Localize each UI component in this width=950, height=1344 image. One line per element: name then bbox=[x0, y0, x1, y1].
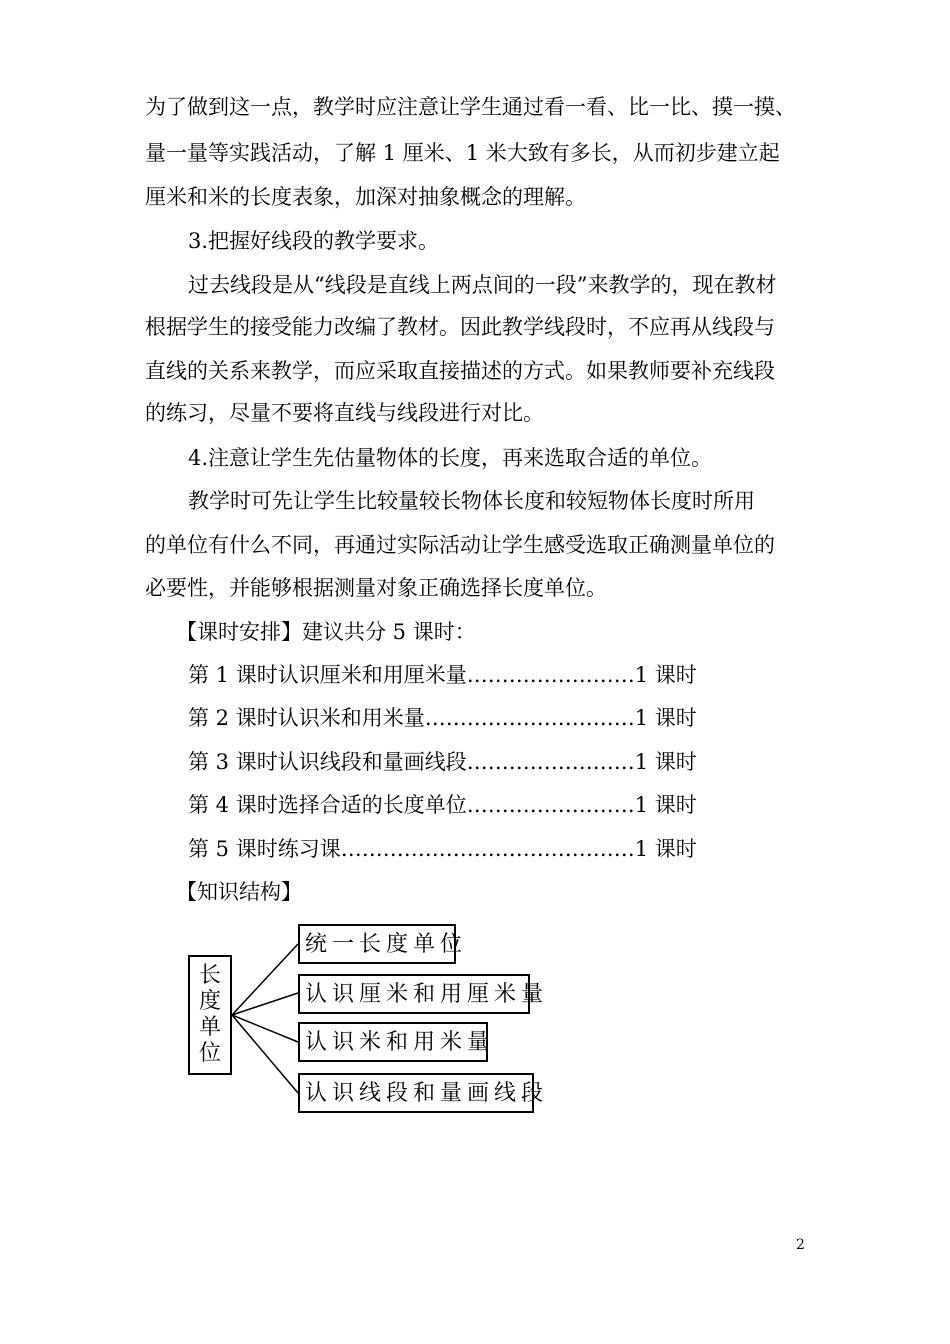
paragraph-line: 厘米和米的长度表象，加深对抽象概念的理解。 bbox=[145, 185, 586, 209]
paragraph-line: 过去线段是从“线段是直线上两点间的一段”来教学的，现在教材 bbox=[188, 273, 777, 297]
section-heading-3: 3.把握好线段的教学要求。 bbox=[188, 229, 440, 253]
diagram-root-node bbox=[188, 955, 232, 1075]
root-char: 位 bbox=[198, 1041, 221, 1066]
connector-line bbox=[232, 1015, 298, 1093]
schedule-item: 第 4 课时选择合适的长度单位……………………1 课时 bbox=[188, 793, 697, 817]
paragraph-line: 量一量等实践活动，了解 1 厘米、1 米大致有多长，从而初步建立起 bbox=[145, 141, 780, 165]
diagram-branch-node: 认识厘米和用厘米量 bbox=[298, 974, 530, 1014]
diagram-branch-node: 认识线段和量画线段 bbox=[298, 1073, 534, 1113]
schedule-heading: 【课时安排】建议共分 5 课时： bbox=[176, 620, 476, 644]
knowledge-heading: 【知识结构】 bbox=[176, 880, 302, 904]
paragraph-line: 的练习，尽量不要将直线与线段进行对比。 bbox=[145, 401, 544, 425]
root-char: 长 bbox=[198, 963, 221, 988]
diagram-branch-node: 统一长度单位 bbox=[298, 924, 456, 964]
page-number: 2 bbox=[796, 1237, 805, 1253]
paragraph-line: 根据学生的接受能力改编了教材。因此教学线段时，不应再从线段与 bbox=[145, 315, 775, 339]
paragraph-line: 的单位有什么不同，再通过实际活动让学生感受选取正确测量单位的 bbox=[145, 533, 775, 557]
root-char: 度 bbox=[198, 989, 221, 1014]
connector-line bbox=[232, 1015, 298, 1042]
paragraph-line: 教学时可先让学生比较量较长物体长度和较短物体长度时所用 bbox=[188, 489, 755, 513]
paragraph-line: 直线的关系来教学，而应采取直接描述的方式。如果教师要补充线段 bbox=[145, 359, 775, 383]
root-char: 单 bbox=[198, 1015, 221, 1040]
section-heading-4: 4.注意让学生先估量物体的长度，再来选取合适的单位。 bbox=[188, 446, 713, 470]
diagram-branch-node: 认识米和用米量 bbox=[298, 1022, 488, 1062]
paragraph-line: 为了做到这一点，教学时应注意让学生通过看一看、比一比、摸一摸、 bbox=[145, 95, 796, 119]
schedule-item: 第 5 课时练习课……………………………………1 课时 bbox=[188, 837, 697, 861]
schedule-item: 第 1 课时认识厘米和用厘米量……………………1 课时 bbox=[188, 663, 697, 687]
paragraph-line: 必要性，并能够根据测量对象正确选择长度单位。 bbox=[145, 576, 607, 600]
schedule-item: 第 2 课时认识米和用米量…………………………1 课时 bbox=[188, 706, 697, 730]
schedule-item: 第 3 课时认识线段和量画线段……………………1 课时 bbox=[188, 750, 697, 774]
